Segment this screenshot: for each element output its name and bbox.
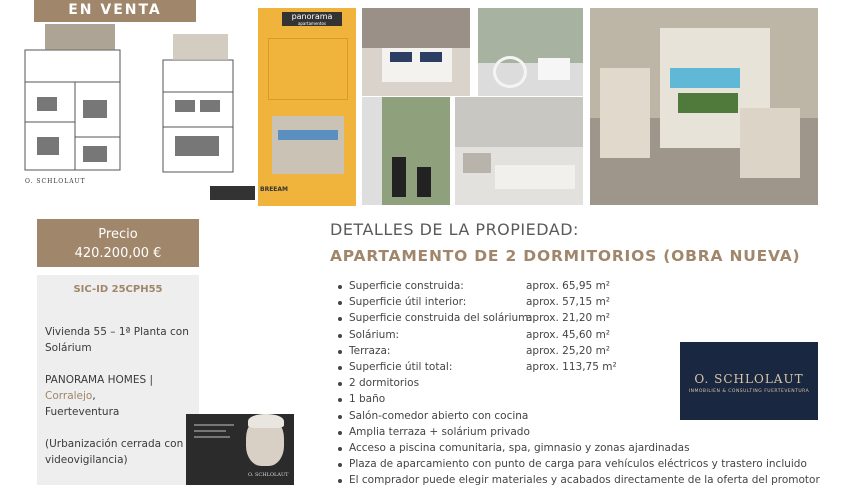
project-name: PANORAMA HOMES | <box>45 374 153 386</box>
bullet-icon <box>338 382 342 386</box>
feature-label: Superficie útil interior: <box>349 296 467 309</box>
brochure-image <box>258 8 356 206</box>
price-label: Precio <box>98 227 138 242</box>
bullet-icon <box>338 463 342 467</box>
floor-plan-brand: O. SCHLOLAUT <box>25 178 86 185</box>
feature-value: aprox. 65,95 m² <box>526 280 611 292</box>
bullet-icon <box>338 479 342 483</box>
feature-label: Amplia terraza + solárium privado <box>349 425 530 438</box>
gym-photo <box>362 97 450 205</box>
feature-value: aprox. 113,75 m² <box>526 360 617 373</box>
bullet-icon <box>338 447 342 451</box>
portrait-caption: O. SCHLOLAUT <box>248 472 289 478</box>
feature-label: Solárium: <box>349 328 400 341</box>
price-box <box>37 219 199 267</box>
bullet-icon <box>338 285 342 289</box>
island-name: Fuerteventura <box>45 406 120 418</box>
logo-name: O. SCHLOLAUT <box>694 372 804 386</box>
town-name: Corralejo <box>45 390 93 402</box>
feature-label: Superficie construida: <box>349 280 464 292</box>
aerial-development-photo <box>590 8 818 205</box>
sic-id: SIC-ID 25CPH55 <box>73 284 163 295</box>
feature-label: Superficie construida del solárium: <box>349 312 532 325</box>
feature-label: El comprador puede elegir materiales y acabados directamente de la oferta del promotor <box>349 474 820 487</box>
bullet-icon <box>338 415 342 419</box>
feature-value: aprox. 57,15 m² <box>526 296 611 309</box>
for-sale-banner: EN VENTA <box>34 0 196 22</box>
project-location <box>45 372 195 420</box>
terrace-photo <box>478 8 583 96</box>
unit-description: Vivienda 55 – 1ª Planta con Solárium <box>45 326 189 354</box>
brochure-footer: BREEAM <box>260 186 289 193</box>
bullet-icon <box>338 366 342 370</box>
living-room-photo <box>455 97 583 205</box>
details-title: DETALLES DE LA PROPIEDAD: <box>330 220 579 239</box>
company-logo <box>680 342 818 420</box>
feature-label: Plaza de aparcamiento con punto de carga para vehículos eléctricos y trastero incluido <box>349 458 807 471</box>
price-value: 420.200,00 € <box>74 246 162 261</box>
bullet-icon <box>338 317 342 321</box>
details-subtitle: APARTAMENTO DE 2 DORMITORIOS (OBRA NUEVA) <box>330 247 801 265</box>
agent-portrait <box>186 414 294 485</box>
feature-label: Superficie útil total: <box>349 360 453 373</box>
feature-label: 1 baño <box>349 393 386 406</box>
brochure-title: panorama <box>291 12 333 21</box>
bedroom-photo <box>362 8 470 96</box>
feature-label: Acceso a piscina comunitaria, spa, gimnasio y zonas ajardinadas <box>349 441 690 454</box>
town-suffix: , <box>92 390 96 402</box>
logo-tagline: INMOBILIEN & CONSULTING FUERTEVENTURA <box>688 389 810 394</box>
feature-label: Terraza: <box>349 344 391 357</box>
brochure-subtitle: apartamentos <box>297 21 327 26</box>
floor-plan-image <box>15 22 237 204</box>
security-note: (Urbanización cerrada con videovigilancia) <box>45 438 184 466</box>
feature-value: aprox. 25,20 m² <box>526 344 611 357</box>
bullet-icon <box>338 334 342 338</box>
bullet-icon <box>338 431 342 435</box>
bullet-icon <box>338 301 342 305</box>
feature-label: Salón-comedor abierto con cocina <box>349 409 529 422</box>
feature-value: aprox. 45,60 m² <box>526 328 611 341</box>
feature-value: aprox. 21,20 m² <box>526 312 611 325</box>
bullet-icon <box>338 398 342 402</box>
feature-label: 2 dormitorios <box>349 377 420 390</box>
property-info-panel <box>37 275 199 485</box>
bullet-icon <box>338 350 342 354</box>
